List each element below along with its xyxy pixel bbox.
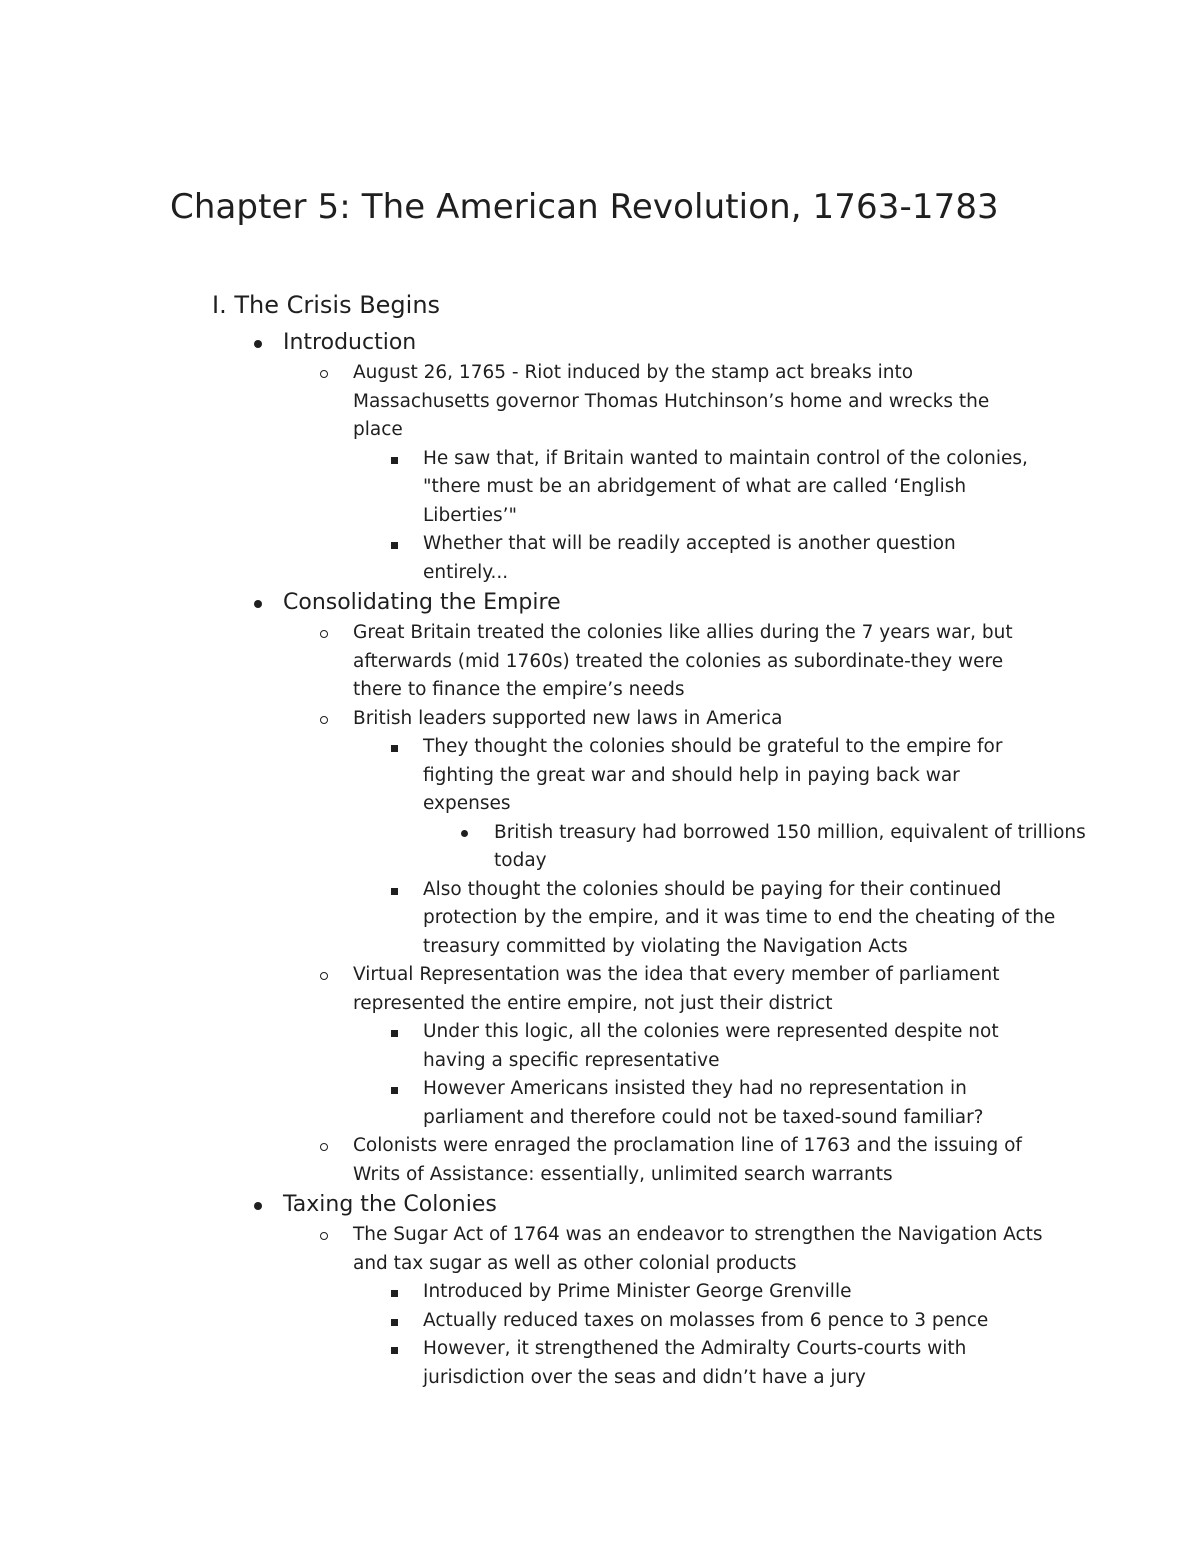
subpoint-text: He saw that, if Britain wanted to maintain control of the colonies, "there must be an abridgement of what are called ‘English Liberties’" (423, 447, 1028, 526)
subpoint-item (248, 733, 1053, 819)
subpoint-item (248, 530, 1003, 587)
subpoint-text: Under this logic, all the colonies were represented despite not having a specific representative (423, 1021, 999, 1071)
hollow-circle-bullet-icon (320, 716, 328, 724)
subpoint-item (248, 1278, 1053, 1307)
filled-circle-bullet-icon (254, 340, 262, 348)
topic-item (248, 587, 1068, 619)
point-text: August 26, 1765 - Riot induced by the stamp act breaks into Massachusetts governor Thomas Hutchinson’s home and wrecks the place (353, 362, 990, 440)
square-bullet-icon (391, 1087, 398, 1094)
subpoint-text: Also thought the colonies should be paying for their continued protection by the empire, and it was time to end the cheating of the treasury committed by violating the Navigation Acts (423, 878, 1056, 957)
square-bullet-icon (391, 745, 398, 752)
page-title: Chapter 5: The American Revolution, 1763-1783 (170, 187, 999, 227)
point-item (248, 359, 1003, 445)
point-item (248, 1221, 1043, 1278)
point-text: Great Britain treated the colonies like allies during the 7 years war, but afterwards (mid 1760s) treated the colonies as subordinate-they were there to finance the empire’s needs (353, 622, 1013, 700)
filled-circle-bullet-icon (254, 600, 262, 608)
topic-label: Consolidating the Empire (283, 590, 561, 615)
topic-item (248, 1189, 1068, 1221)
point-text: Colonists were enraged the proclamation line of 1763 and the issuing of Writs of Assistance: essentially, unlimited search warrants (353, 1135, 1022, 1185)
subpoint-item (248, 1307, 1053, 1336)
filled-circle-bullet-icon (254, 1202, 262, 1210)
subpoint-text: Introduced by Prime Minister George Grenville (423, 1281, 852, 1302)
point-item (248, 961, 1043, 1018)
subpoint-item (248, 876, 1063, 962)
subpoint-text: However, it strengthened the Admiralty Courts-courts with jurisdiction over the seas and didn’t have a jury (423, 1338, 967, 1388)
point-text: The Sugar Act of 1764 was an endeavor to strengthen the Navigation Acts and tax sugar as well as other colonial products (353, 1224, 1043, 1274)
filled-circle-bullet-icon (461, 830, 468, 837)
point-item (248, 705, 1043, 734)
point-item (248, 1132, 1063, 1189)
subpoint-text: They thought the colonies should be grateful to the empire for fighting the great war and should help in paying back war expenses (423, 736, 1003, 814)
hollow-circle-bullet-icon (320, 370, 328, 378)
subpoint-text: However Americans insisted they had no representation in parliament and therefore could not be taxed-sound familiar? (423, 1078, 984, 1128)
square-bullet-icon (391, 1290, 398, 1297)
square-bullet-icon (391, 888, 398, 895)
point-text: British leaders supported new laws in America (353, 707, 783, 729)
section-heading: I. The Crisis Begins (212, 291, 441, 319)
hollow-circle-bullet-icon (320, 1232, 328, 1240)
hollow-circle-bullet-icon (320, 1143, 328, 1151)
square-bullet-icon (391, 1347, 398, 1354)
square-bullet-icon (391, 1319, 398, 1326)
topic-label: Introduction (283, 330, 417, 355)
hollow-circle-bullet-icon (320, 630, 328, 638)
topic-label: Taxing the Colonies (283, 1192, 497, 1217)
subpoint-item (248, 1018, 1053, 1075)
subpoint-item (248, 445, 1063, 531)
detail-text: British treasury had borrowed 150 million, equivalent of trillions today (494, 821, 1086, 871)
topic-item (248, 327, 1068, 359)
hollow-circle-bullet-icon (320, 972, 328, 980)
square-bullet-icon (391, 1030, 398, 1037)
detail-item (248, 819, 1144, 876)
subpoint-item (248, 1075, 1053, 1132)
point-item (248, 619, 1043, 705)
square-bullet-icon (391, 542, 398, 549)
square-bullet-icon (391, 457, 398, 464)
point-text: Virtual Representation was the idea that every member of parliament represented the entire empire, not just their district (353, 964, 1000, 1014)
outline-list (248, 327, 1086, 1392)
subpoint-item (248, 1335, 1023, 1392)
subpoint-text: Whether that will be readily accepted is another question entirely... (423, 533, 956, 583)
subpoint-text: Actually reduced taxes on molasses from 6 pence to 3 pence (423, 1309, 989, 1331)
